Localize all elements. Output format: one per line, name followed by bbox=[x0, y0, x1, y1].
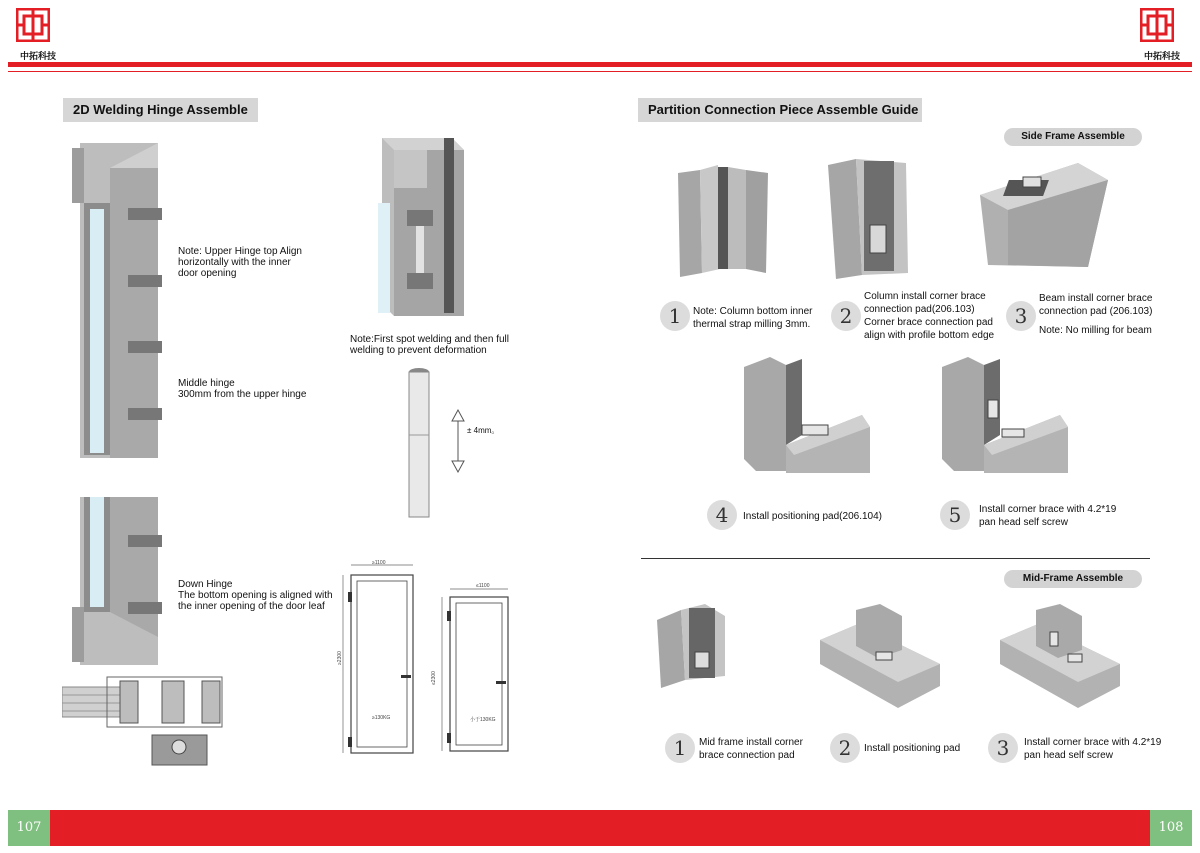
frame-section-lower-illustration bbox=[70, 497, 170, 665]
header-rule-thin bbox=[8, 71, 1192, 72]
note-down-hinge: Down Hinge The bottom opening is aligned with the inner opening of the door leaf bbox=[178, 579, 333, 612]
side-step-text: Note: Column bottom inner thermal strap milling 3mm. bbox=[693, 306, 813, 330]
side-step-number: 1 bbox=[660, 301, 690, 331]
footer-bar bbox=[50, 810, 1150, 846]
note-upper-hinge: Note: Upper Hinge top Align horizontally with the inner door opening bbox=[178, 246, 302, 279]
column-profile-illustration bbox=[676, 165, 771, 277]
column-corner-pad-illustration bbox=[826, 155, 916, 280]
door2-width-label: ≤1100 bbox=[476, 583, 490, 589]
section-title-partition: Partition Connection Piece Assemble Guide bbox=[638, 98, 922, 122]
pill-mid-frame: Mid-Frame Assemble bbox=[1004, 570, 1142, 588]
side-step-number: 3 bbox=[1006, 301, 1036, 331]
corner-positioning-pad-illustration bbox=[742, 355, 872, 473]
header-rule-thick bbox=[8, 62, 1192, 67]
mid-step-text: Mid frame install corner brace connection pad bbox=[699, 737, 803, 761]
door2-height-label: ≤2300 bbox=[430, 671, 437, 685]
logo-text: 中拓科技 bbox=[19, 51, 56, 61]
side-step-number: 5 bbox=[940, 500, 970, 530]
side-step-text: Install corner brace with 4.2*19 pan head self screw bbox=[979, 504, 1117, 528]
side-step-text: Beam install corner brace connection pad (206.103) bbox=[1039, 293, 1153, 317]
cross-section-illustration bbox=[62, 675, 227, 770]
side-step-text: Column install corner brace connection pad(206.103) Corner brace connection pad align with profile bottom edge bbox=[864, 291, 995, 341]
section-title-welding-hinge: 2D Welding Hinge Assemble bbox=[63, 98, 258, 122]
pill-side-frame: Side Frame Assemble bbox=[1004, 128, 1142, 146]
mid-step-text: Install positioning pad bbox=[864, 743, 961, 754]
door1-width-label: ≥1100 bbox=[372, 560, 386, 566]
mid-step-number: 1 bbox=[665, 733, 695, 763]
door1-height-label: ≥2300 bbox=[336, 651, 343, 665]
side-step-number: 4 bbox=[707, 500, 737, 530]
page-number-left: 107 bbox=[8, 810, 50, 846]
beam-corner-pad-illustration bbox=[978, 155, 1110, 270]
note-middle-hinge: Middle hinge 300mm from the upper hinge bbox=[178, 378, 307, 400]
hinge-pin-illustration bbox=[400, 365, 480, 525]
mid-frame-positioning-illustration bbox=[818, 602, 943, 710]
side-step-note: Note: No milling for beam bbox=[1039, 325, 1152, 336]
logo-mark-icon bbox=[16, 8, 50, 42]
corner-brace-screw-illustration bbox=[940, 355, 1070, 473]
mid-frame-screw-illustration bbox=[998, 602, 1123, 710]
mid-step-number: 2 bbox=[830, 733, 860, 763]
side-step-text: Install positioning pad(206.104) bbox=[743, 511, 882, 522]
mid-step-number: 3 bbox=[988, 733, 1018, 763]
mid-frame-pad-illustration bbox=[655, 602, 730, 690]
frame-section-upper-illustration bbox=[70, 143, 170, 458]
mid-step-text: Install corner brace with 4.2*19 pan head self screw bbox=[1024, 737, 1162, 761]
logo-text: 中拓科技 bbox=[1143, 51, 1180, 61]
side-step-number: 2 bbox=[831, 301, 861, 331]
brand-logo-right bbox=[1140, 8, 1184, 60]
brand-logo-left bbox=[16, 8, 60, 60]
section-divider bbox=[641, 558, 1150, 559]
page-number-right: 108 bbox=[1150, 810, 1192, 846]
logo-mark-icon bbox=[1140, 8, 1174, 42]
door2-load-label: 小于130KG bbox=[470, 717, 496, 723]
door-drawing-small bbox=[438, 583, 518, 753]
door1-load-label: ≥130KG bbox=[372, 715, 391, 721]
note-welding: Note:First spot welding and then full welding to prevent deformation bbox=[350, 334, 509, 356]
door-drawing-large bbox=[333, 557, 421, 757]
hinge-3d-illustration bbox=[372, 128, 472, 318]
note-tolerance: ± 4mm。 bbox=[467, 426, 500, 435]
